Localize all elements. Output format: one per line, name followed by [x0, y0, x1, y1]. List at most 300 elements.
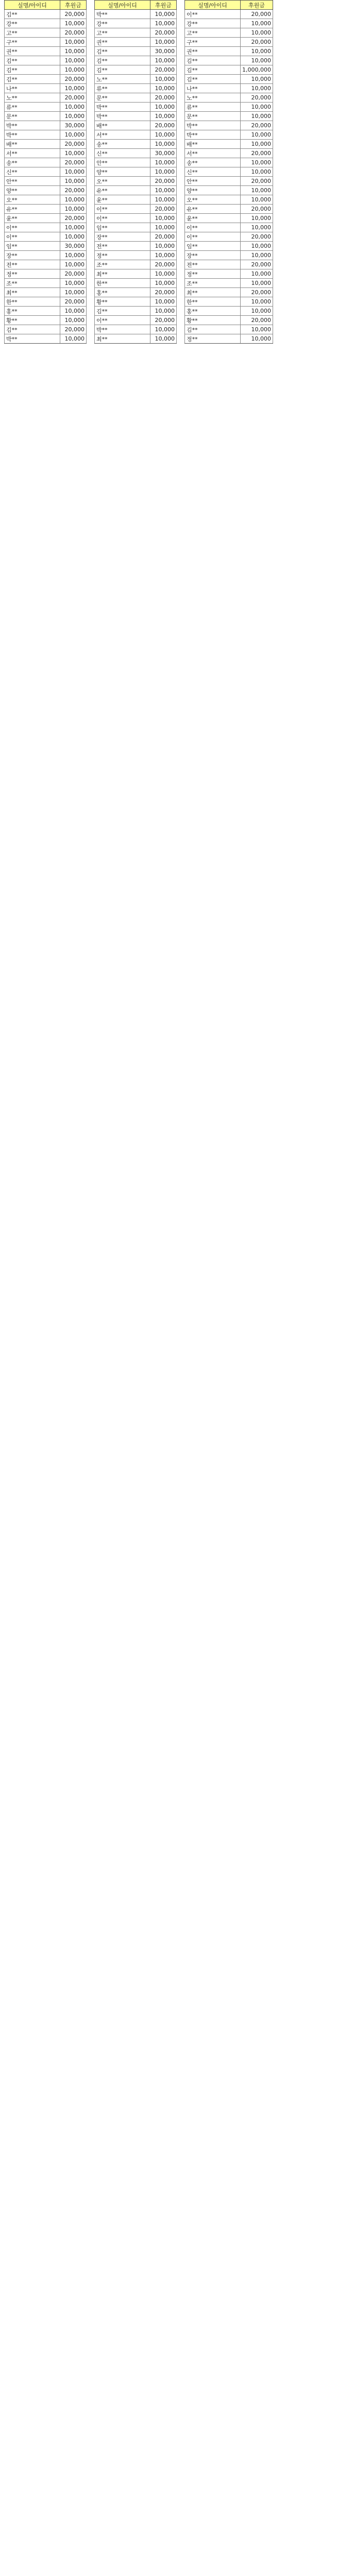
donation-amount-cell: 20,000: [60, 297, 87, 307]
column-gap: [177, 288, 185, 297]
donation-amount-cell: 10,000: [150, 158, 177, 167]
amount-column-header: 후원금: [241, 1, 273, 10]
table-row: [5, 75, 273, 84]
donation-amount-cell: 10,000: [150, 84, 177, 93]
donor-name-cell: 배**: [185, 140, 241, 149]
donation-amount-cell: 10,000: [241, 279, 273, 288]
donor-name-cell: 김**: [95, 47, 150, 56]
donation-amount-cell: 10,000: [150, 56, 177, 65]
donation-amount-cell: 20,000: [60, 93, 87, 103]
donation-amount-cell: 10,000: [150, 38, 177, 47]
donation-amount-cell: 10,000: [150, 223, 177, 232]
donation-amount-cell: 10,000: [241, 84, 273, 93]
donor-name-cell: 박**: [95, 10, 150, 19]
donation-amount-cell: 10,000: [60, 288, 87, 297]
donation-amount-cell: 10,000: [150, 112, 177, 121]
donor-name-cell: 문**: [95, 93, 150, 103]
column-gap: [177, 260, 185, 269]
column-gap: [87, 334, 95, 344]
donor-name-cell: 조**: [95, 260, 150, 269]
donor-name-cell: 최**: [5, 288, 60, 297]
column-gap: [87, 112, 95, 121]
column-gap: [177, 38, 185, 47]
donor-name-cell: 고**: [5, 28, 60, 38]
column-gap: [87, 121, 95, 130]
column-gap: [177, 112, 185, 121]
donation-amount-cell: 10,000: [150, 297, 177, 307]
donor-name-cell: 문**: [185, 112, 241, 121]
donor-name-cell: 장**: [5, 251, 60, 260]
column-gap: [177, 158, 185, 167]
column-gap: [177, 28, 185, 38]
donation-amount-cell: 20,000: [150, 316, 177, 325]
donor-name-cell: 배**: [5, 140, 60, 149]
name-column-header: 실명/아이디: [185, 1, 241, 10]
donor-name-cell: 전**: [95, 242, 150, 251]
donation-amount-cell: 10,000: [150, 325, 177, 334]
donor-name-cell: 안**: [95, 158, 150, 167]
donation-amount-cell: 20,000: [150, 288, 177, 297]
donation-amount-cell: 10,000: [241, 251, 273, 260]
table-row: [5, 251, 273, 260]
column-gap: [87, 158, 95, 167]
donation-amount-cell: 10,000: [150, 19, 177, 28]
donation-amount-cell: 10,000: [241, 103, 273, 112]
donor-name-cell: 정**: [185, 269, 241, 279]
donation-amount-cell: 10,000: [60, 307, 87, 316]
donation-amount-cell: 10,000: [60, 251, 87, 260]
donor-name-cell: 이**: [5, 232, 60, 242]
column-gap: [87, 84, 95, 93]
table-row: [5, 158, 273, 167]
donor-name-cell: 장**: [185, 251, 241, 260]
table-row: [5, 223, 273, 232]
column-gap: [177, 93, 185, 103]
donation-amount-cell: 20,000: [60, 269, 87, 279]
table-row: [5, 288, 273, 297]
column-gap: [87, 93, 95, 103]
column-gap: [87, 65, 95, 75]
column-gap: [87, 75, 95, 84]
donation-amount-cell: 10,000: [150, 103, 177, 112]
donor-name-cell: 김**: [5, 325, 60, 334]
donor-name-cell: 권**: [95, 38, 150, 47]
donation-amount-cell: 10,000: [241, 223, 273, 232]
donation-amount-cell: 10,000: [241, 167, 273, 177]
table-row: [5, 269, 273, 279]
donation-amount-cell: 10,000: [60, 19, 87, 28]
table-row: [5, 214, 273, 223]
donation-amount-cell: 10,000: [150, 214, 177, 223]
donation-amount-cell: 20,000: [150, 205, 177, 214]
donation-amount-cell: 10,000: [60, 112, 87, 121]
donation-amount-cell: 10,000: [60, 38, 87, 47]
donation-amount-cell: 10,000: [150, 279, 177, 288]
column-gap: [177, 232, 185, 242]
donation-amount-cell: 10,000: [60, 103, 87, 112]
column-gap: [87, 28, 95, 38]
donor-name-cell: 박**: [185, 130, 241, 140]
column-gap: [87, 47, 95, 56]
donor-name-cell: 최**: [185, 288, 241, 297]
table-row: [5, 316, 273, 325]
table-row: [5, 112, 273, 121]
donation-amount-cell: 20,000: [150, 260, 177, 269]
table-row: [5, 47, 273, 56]
column-gap: [177, 186, 185, 195]
donation-amount-cell: 10,000: [241, 28, 273, 38]
donation-amount-cell: 10,000: [241, 75, 273, 84]
donor-name-cell: 권**: [185, 47, 241, 56]
column-gap: [177, 297, 185, 307]
column-gap: [177, 75, 185, 84]
donation-amount-cell: 10,000: [60, 334, 87, 344]
donor-name-cell: 황**: [95, 297, 150, 307]
table-row: [5, 93, 273, 103]
donation-amount-cell: 10,000: [150, 251, 177, 260]
column-gap: [87, 167, 95, 177]
column-gap: [177, 307, 185, 316]
donor-name-cell: 송**: [95, 140, 150, 149]
donor-name-cell: 홍**: [5, 307, 60, 316]
column-gap: [177, 140, 185, 149]
column-gap: [87, 260, 95, 269]
column-gap: [177, 167, 185, 177]
donor-name-cell: 박**: [5, 130, 60, 140]
table-row: [5, 19, 273, 28]
donation-amount-cell: 20,000: [150, 28, 177, 38]
donor-name-cell: 홍**: [185, 307, 241, 316]
donor-name-cell: 류**: [95, 84, 150, 93]
donation-amount-cell: 10,000: [60, 177, 87, 186]
table-row: [5, 167, 273, 177]
donor-name-cell: 정**: [185, 334, 241, 344]
donation-amount-cell: 10,000: [241, 297, 273, 307]
donation-amount-cell: 10,000: [60, 205, 87, 214]
donation-amount-cell: 10,000: [150, 186, 177, 195]
donor-name-cell: 황**: [185, 316, 241, 325]
donation-amount-cell: 20,000: [241, 232, 273, 242]
column-gap: [87, 177, 95, 186]
table-row: [5, 334, 273, 344]
table-row: [5, 103, 273, 112]
donation-amount-cell: 20,000: [60, 158, 87, 167]
donation-amount-cell: 20,000: [241, 177, 273, 186]
column-gap: [177, 251, 185, 260]
donor-name-cell: 강**: [5, 19, 60, 28]
donation-amount-cell: 10,000: [60, 260, 87, 269]
donor-name-cell: 조**: [5, 279, 60, 288]
donation-amount-cell: 10,000: [60, 84, 87, 93]
column-gap: [87, 251, 95, 260]
donation-amount-cell: 10,000: [150, 75, 177, 84]
donation-amount-cell: 20,000: [241, 316, 273, 325]
column-gap: [177, 223, 185, 232]
column-gap: [87, 223, 95, 232]
donor-name-cell: 한**: [5, 297, 60, 307]
donation-amount-cell: 10,000: [150, 130, 177, 140]
donor-name-cell: 김**: [185, 75, 241, 84]
column-gap: [177, 177, 185, 186]
donation-amount-cell: 20,000: [241, 288, 273, 297]
donor-name-cell: 김**: [5, 10, 60, 19]
donor-name-cell: 이**: [185, 232, 241, 242]
table-row: [5, 205, 273, 214]
donor-name-cell: 노**: [185, 93, 241, 103]
table-row: [5, 28, 273, 38]
column-gap: [177, 47, 185, 56]
column-gap: [177, 214, 185, 223]
donor-name-cell: 이**: [185, 223, 241, 232]
donor-name-cell: 박**: [185, 121, 241, 130]
column-gap: [87, 316, 95, 325]
donor-name-cell: 임**: [185, 242, 241, 251]
donor-name-cell: 배**: [95, 121, 150, 130]
donation-amount-cell: 20,000: [150, 177, 177, 186]
donor-name-cell: 신**: [5, 167, 60, 177]
donor-name-cell: 권**: [5, 47, 60, 56]
column-gap: [87, 140, 95, 149]
donation-amount-cell: 10,000: [241, 269, 273, 279]
donor-name-cell: 송**: [5, 158, 60, 167]
column-gap: [177, 65, 185, 75]
column-gap: [87, 130, 95, 140]
column-gap: [87, 205, 95, 214]
donor-name-cell: 홍**: [95, 288, 150, 297]
donation-amount-cell: 30,000: [150, 47, 177, 56]
donation-amount-cell: 20,000: [241, 260, 273, 269]
donation-amount-cell: 20,000: [60, 10, 87, 19]
donation-amount-cell: 10,000: [150, 269, 177, 279]
column-gap: [87, 186, 95, 195]
donor-name-cell: 김**: [95, 56, 150, 65]
donation-amount-cell: 10,000: [60, 167, 87, 177]
table-row: [5, 195, 273, 205]
donor-name-cell: 윤**: [95, 195, 150, 205]
donation-amount-cell: 10,000: [150, 307, 177, 316]
column-gap: [177, 269, 185, 279]
donation-amount-cell: 1,000,000: [241, 65, 273, 75]
donation-amount-cell: 10,000: [241, 325, 273, 334]
donation-amount-cell: 10,000: [60, 279, 87, 288]
column-gap: [87, 242, 95, 251]
donor-name-cell: 류**: [5, 103, 60, 112]
column-gap: [87, 56, 95, 65]
donor-name-cell: 김**: [95, 307, 150, 316]
table-row: [5, 325, 273, 334]
name-column-header: 실명/아이디: [95, 1, 150, 10]
donation-amount-cell: 10,000: [241, 19, 273, 28]
donor-name-cell: 강**: [185, 19, 241, 28]
donation-amount-cell: 30,000: [60, 121, 87, 130]
donor-name-cell: 박**: [95, 325, 150, 334]
column-gap: [87, 288, 95, 297]
donor-name-cell: 양**: [95, 167, 150, 177]
donor-name-cell: 노**: [5, 93, 60, 103]
donation-amount-cell: 10,000: [150, 242, 177, 251]
column-gap: [177, 205, 185, 214]
donor-name-cell: 양**: [5, 186, 60, 195]
donation-amount-cell: 10,000: [150, 10, 177, 19]
donation-amount-cell: 10,000: [60, 223, 87, 232]
column-gap: [177, 195, 185, 205]
donation-amount-cell: 20,000: [60, 186, 87, 195]
donation-amount-cell: 20,000: [241, 121, 273, 130]
column-gap: [87, 279, 95, 288]
column-gap: [177, 121, 185, 130]
table-row: [5, 307, 273, 316]
donor-rows: [5, 10, 273, 344]
donation-amount-cell: 20,000: [241, 38, 273, 47]
donation-amount-cell: 30,000: [150, 149, 177, 158]
donor-name-cell: 김**: [5, 75, 60, 84]
donor-name-cell: 류**: [185, 103, 241, 112]
column-gap: [177, 242, 185, 251]
donor-name-cell: 최**: [95, 334, 150, 344]
donor-name-cell: 정**: [95, 251, 150, 260]
donor-name-cell: 이**: [185, 10, 241, 19]
donation-amount-cell: 20,000: [60, 214, 87, 223]
column-gap: [87, 232, 95, 242]
donation-amount-cell: 20,000: [241, 205, 273, 214]
donor-name-cell: 윤**: [185, 214, 241, 223]
column-gap: [87, 269, 95, 279]
donation-amount-cell: 10,000: [241, 112, 273, 121]
donor-name-cell: 고**: [185, 28, 241, 38]
amount-column-header: 후원금: [150, 1, 177, 10]
donation-amount-cell: 10,000: [241, 242, 273, 251]
donation-amount-cell: 10,000: [150, 140, 177, 149]
donor-name-cell: 노**: [95, 75, 150, 84]
donor-table: [4, 0, 273, 344]
column-gap: [87, 38, 95, 47]
donation-amount-cell: 10,000: [60, 65, 87, 75]
donation-amount-cell: 10,000: [150, 167, 177, 177]
donor-name-cell: 송**: [185, 158, 241, 167]
donor-name-cell: 최**: [95, 269, 150, 279]
table-row: [5, 186, 273, 195]
donor-name-cell: 한**: [95, 279, 150, 288]
column-gap: [177, 19, 185, 28]
donor-name-cell: 오**: [5, 195, 60, 205]
donor-name-cell: 임**: [95, 223, 150, 232]
table-row: [5, 177, 273, 186]
donation-amount-cell: 10,000: [241, 130, 273, 140]
donation-amount-cell: 10,000: [241, 47, 273, 56]
table-row: [5, 260, 273, 269]
table-row: [5, 84, 273, 93]
donor-name-cell: 김**: [95, 65, 150, 75]
donor-name-cell: 유**: [5, 205, 60, 214]
donor-name-cell: 구**: [5, 38, 60, 47]
column-gap: [177, 316, 185, 325]
donation-amount-cell: 20,000: [241, 149, 273, 158]
donor-name-cell: 문**: [5, 112, 60, 121]
donor-name-cell: 안**: [5, 177, 60, 186]
donor-name-cell: 안**: [185, 177, 241, 186]
column-gap: [87, 10, 95, 19]
donor-name-cell: 서**: [5, 149, 60, 158]
column-gap: [87, 195, 95, 205]
donor-name-cell: 전**: [5, 260, 60, 269]
column-gap: [87, 325, 95, 334]
donor-name-cell: 정**: [5, 269, 60, 279]
table-row: [5, 242, 273, 251]
donor-name-cell: 윤**: [5, 214, 60, 223]
table-row: [5, 232, 273, 242]
donation-amount-cell: 10,000: [241, 186, 273, 195]
donation-amount-cell: 10,000: [60, 195, 87, 205]
donation-amount-cell: 10,000: [241, 307, 273, 316]
donation-amount-cell: 20,000: [150, 93, 177, 103]
column-gap: [177, 334, 185, 344]
donation-amount-cell: 10,000: [241, 158, 273, 167]
donor-name-cell: 전**: [185, 260, 241, 269]
column-gap: [87, 19, 95, 28]
donation-amount-cell: 10,000: [241, 214, 273, 223]
amount-column-header: 후원금: [60, 1, 87, 10]
donation-amount-cell: 10,000: [241, 334, 273, 344]
donation-amount-cell: 10,000: [150, 334, 177, 344]
table-row: [5, 121, 273, 130]
column-gap: [177, 10, 185, 19]
column-gap: [177, 325, 185, 334]
column-gap: [87, 1, 95, 10]
column-gap: [87, 103, 95, 112]
donor-name-cell: 박**: [95, 103, 150, 112]
donor-name-cell: 한**: [185, 297, 241, 307]
column-gap: [87, 297, 95, 307]
column-gap: [177, 149, 185, 158]
column-gap: [87, 214, 95, 223]
donation-amount-cell: 20,000: [60, 140, 87, 149]
donation-amount-cell: 20,000: [60, 75, 87, 84]
donor-name-cell: 박**: [95, 112, 150, 121]
column-gap: [87, 149, 95, 158]
donor-name-cell: 김**: [5, 65, 60, 75]
donor-name-cell: 황**: [5, 316, 60, 325]
donation-amount-cell: 30,000: [60, 242, 87, 251]
table-row: [5, 140, 273, 149]
donation-amount-cell: 10,000: [241, 56, 273, 65]
donor-name-cell: 유**: [95, 186, 150, 195]
donor-name-cell: 서**: [95, 130, 150, 140]
donation-amount-cell: 10,000: [60, 130, 87, 140]
donor-name-cell: 서**: [185, 149, 241, 158]
donor-name-cell: 이**: [95, 214, 150, 223]
column-gap: [177, 56, 185, 65]
donor-name-cell: 신**: [95, 149, 150, 158]
name-column-header: 실명/아이디: [5, 1, 60, 10]
donation-amount-cell: 10,000: [60, 232, 87, 242]
donation-amount-cell: 20,000: [150, 65, 177, 75]
table-row: [5, 65, 273, 75]
donation-amount-cell: 10,000: [241, 195, 273, 205]
column-gap: [177, 84, 185, 93]
donation-amount-cell: 10,000: [60, 316, 87, 325]
donation-amount-cell: 20,000: [60, 325, 87, 334]
donor-name-cell: 양**: [185, 186, 241, 195]
donor-name-cell: 오**: [95, 177, 150, 186]
table-row: [5, 56, 273, 65]
donor-name-cell: 박**: [5, 334, 60, 344]
donor-name-cell: 박**: [5, 121, 60, 130]
table-row: [5, 149, 273, 158]
donor-name-cell: 나**: [185, 84, 241, 93]
table-row: [5, 297, 273, 307]
column-gap: [87, 307, 95, 316]
donation-amount-cell: 20,000: [150, 121, 177, 130]
